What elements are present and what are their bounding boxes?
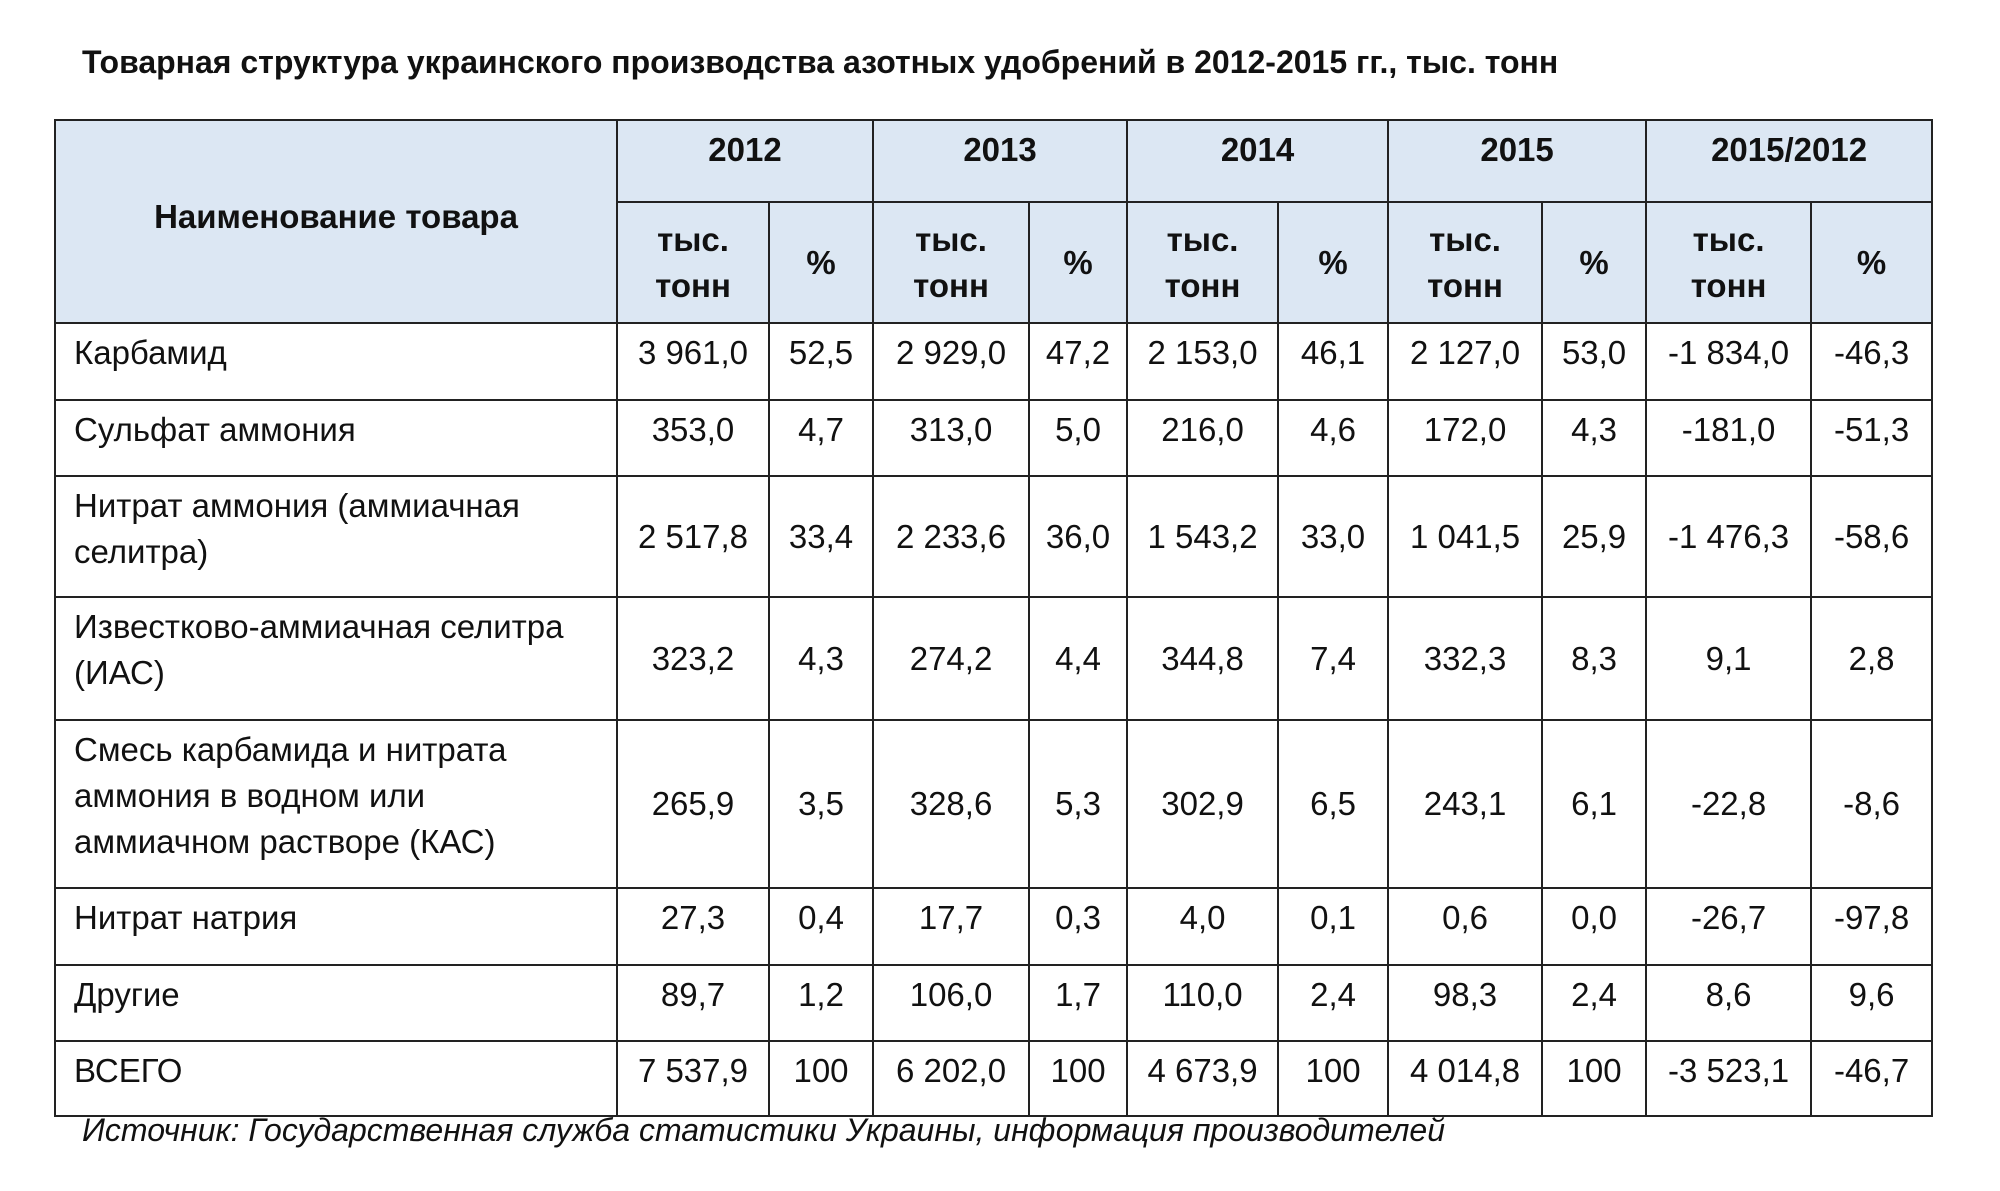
value-percent-cell: 1,7 (1029, 965, 1127, 1041)
source-note: Источник: Государственная служба статистики Украины, информация производителей (82, 1112, 1445, 1148)
value-percent-cell: -46,3 (1811, 323, 1932, 400)
product-name-cell: Сульфат аммония (55, 400, 617, 476)
value-thousand-tons-cell: -22,8 (1646, 720, 1811, 888)
product-name-cell: Нитрат натрия (55, 888, 617, 965)
value-percent-cell: 4,7 (769, 400, 873, 476)
value-percent-cell: 100 (1278, 1041, 1388, 1116)
product-name-cell: ВСЕГО (55, 1041, 617, 1116)
table-row (55, 400, 1932, 476)
value-percent-cell: 33,0 (1278, 476, 1388, 597)
value-percent-cell: 4,4 (1029, 597, 1127, 720)
value-percent-cell: 1,2 (769, 965, 873, 1041)
value-thousand-tons-cell: 323,2 (617, 597, 769, 720)
product-name-cell: Нитрат аммония (аммиачная селитра) (55, 476, 617, 597)
value-thousand-tons-cell: 0,6 (1388, 888, 1542, 965)
value-thousand-tons-cell: 98,3 (1388, 965, 1542, 1041)
value-percent-cell: 3,5 (769, 720, 873, 888)
table-row (55, 323, 1932, 400)
table-row (55, 597, 1932, 720)
value-thousand-tons-cell: -26,7 (1646, 888, 1811, 965)
value-thousand-tons-cell: 302,9 (1127, 720, 1278, 888)
value-thousand-tons-cell: 216,0 (1127, 400, 1278, 476)
value-percent-cell: 100 (1029, 1041, 1127, 1116)
product-name-cell: Карбамид (55, 323, 617, 400)
value-percent-cell: 100 (1542, 1041, 1646, 1116)
value-percent-cell: -51,3 (1811, 400, 1932, 476)
value-percent-cell: 0,1 (1278, 888, 1388, 965)
column-header-thousand-tons: тыс. тонн (1127, 202, 1278, 323)
value-percent-cell: 8,3 (1542, 597, 1646, 720)
column-header-thousand-tons: тыс. тонн (1388, 202, 1542, 323)
year-header-row (55, 120, 1932, 202)
column-header-percent: % (1542, 202, 1646, 323)
value-percent-cell: 6,5 (1278, 720, 1388, 888)
table-row (55, 476, 1932, 597)
value-thousand-tons-cell: 2 929,0 (873, 323, 1029, 400)
value-percent-cell: 2,4 (1542, 965, 1646, 1041)
value-percent-cell: 4,6 (1278, 400, 1388, 476)
value-percent-cell: 9,6 (1811, 965, 1932, 1041)
value-percent-cell: 4,3 (1542, 400, 1646, 476)
value-thousand-tons-cell: 353,0 (617, 400, 769, 476)
value-thousand-tons-cell: 6 202,0 (873, 1041, 1029, 1116)
value-thousand-tons-cell: 4 673,9 (1127, 1041, 1278, 1116)
value-thousand-tons-cell: 106,0 (873, 965, 1029, 1041)
column-header-year: 2014 (1127, 120, 1388, 202)
value-thousand-tons-cell: 7 537,9 (617, 1041, 769, 1116)
value-percent-cell: 5,3 (1029, 720, 1127, 888)
value-percent-cell: 7,4 (1278, 597, 1388, 720)
table-row (55, 720, 1932, 888)
value-thousand-tons-cell: 2 153,0 (1127, 323, 1278, 400)
value-thousand-tons-cell: 2 127,0 (1388, 323, 1542, 400)
column-header-thousand-tons: тыс. тонн (1646, 202, 1811, 323)
value-thousand-tons-cell: 17,7 (873, 888, 1029, 965)
value-thousand-tons-cell: 89,7 (617, 965, 769, 1041)
value-percent-cell: 100 (769, 1041, 873, 1116)
product-name-cell: Известково-аммиачная селитра (ИАС) (55, 597, 617, 720)
value-thousand-tons-cell: 332,3 (1388, 597, 1542, 720)
value-thousand-tons-cell: 110,0 (1127, 965, 1278, 1041)
table-title: Товарная структура украинского производства азотных удобрений в 2012-2015 гг., тыс. тонн (82, 44, 1559, 80)
value-percent-cell: 52,5 (769, 323, 873, 400)
value-thousand-tons-cell: 8,6 (1646, 965, 1811, 1041)
product-name-cell: Смесь карбамида и нитрата аммония в водном или аммиачном растворе (КАС) (55, 720, 617, 888)
value-thousand-tons-cell: 265,9 (617, 720, 769, 888)
value-percent-cell: 47,2 (1029, 323, 1127, 400)
value-thousand-tons-cell: -1 834,0 (1646, 323, 1811, 400)
column-header-thousand-tons: тыс. тонн (617, 202, 769, 323)
value-thousand-tons-cell: 1 543,2 (1127, 476, 1278, 597)
value-percent-cell: 0,0 (1542, 888, 1646, 965)
column-header-name: Наименование товара (55, 120, 617, 323)
value-percent-cell: 2,8 (1811, 597, 1932, 720)
value-thousand-tons-cell: 274,2 (873, 597, 1029, 720)
value-percent-cell: 33,4 (769, 476, 873, 597)
value-thousand-tons-cell: 313,0 (873, 400, 1029, 476)
value-thousand-tons-cell: 4 014,8 (1388, 1041, 1542, 1116)
value-thousand-tons-cell: 1 041,5 (1388, 476, 1542, 597)
value-percent-cell: 53,0 (1542, 323, 1646, 400)
column-header-year: 2015/2012 (1646, 120, 1932, 202)
value-thousand-tons-cell: 3 961,0 (617, 323, 769, 400)
value-percent-cell: -58,6 (1811, 476, 1932, 597)
fertilizer-production-table (54, 119, 1933, 1117)
column-header-percent: % (1811, 202, 1932, 323)
value-thousand-tons-cell: 344,8 (1127, 597, 1278, 720)
column-header-year: 2015 (1388, 120, 1646, 202)
value-thousand-tons-cell: 172,0 (1388, 400, 1542, 476)
column-header-year: 2012 (617, 120, 873, 202)
value-thousand-tons-cell: 328,6 (873, 720, 1029, 888)
table-row (55, 1041, 1932, 1116)
value-percent-cell: 36,0 (1029, 476, 1127, 597)
value-thousand-tons-cell: -181,0 (1646, 400, 1811, 476)
value-percent-cell: -8,6 (1811, 720, 1932, 888)
value-thousand-tons-cell: -3 523,1 (1646, 1041, 1811, 1116)
value-percent-cell: 2,4 (1278, 965, 1388, 1041)
value-percent-cell: 4,3 (769, 597, 873, 720)
value-thousand-tons-cell: 4,0 (1127, 888, 1278, 965)
value-thousand-tons-cell: 243,1 (1388, 720, 1542, 888)
value-thousand-tons-cell: 9,1 (1646, 597, 1811, 720)
value-thousand-tons-cell: -1 476,3 (1646, 476, 1811, 597)
table-row (55, 965, 1932, 1041)
column-header-year: 2013 (873, 120, 1127, 202)
table-row (55, 888, 1932, 965)
value-thousand-tons-cell: 2 517,8 (617, 476, 769, 597)
value-percent-cell: -97,8 (1811, 888, 1932, 965)
column-header-percent: % (1278, 202, 1388, 323)
product-name-cell: Другие (55, 965, 617, 1041)
value-percent-cell: 0,4 (769, 888, 873, 965)
column-header-thousand-tons: тыс. тонн (873, 202, 1029, 323)
value-percent-cell: -46,7 (1811, 1041, 1932, 1116)
value-percent-cell: 0,3 (1029, 888, 1127, 965)
value-thousand-tons-cell: 27,3 (617, 888, 769, 965)
value-percent-cell: 6,1 (1542, 720, 1646, 888)
column-header-percent: % (769, 202, 873, 323)
value-percent-cell: 5,0 (1029, 400, 1127, 476)
value-percent-cell: 46,1 (1278, 323, 1388, 400)
column-header-percent: % (1029, 202, 1127, 323)
value-thousand-tons-cell: 2 233,6 (873, 476, 1029, 597)
value-percent-cell: 25,9 (1542, 476, 1646, 597)
